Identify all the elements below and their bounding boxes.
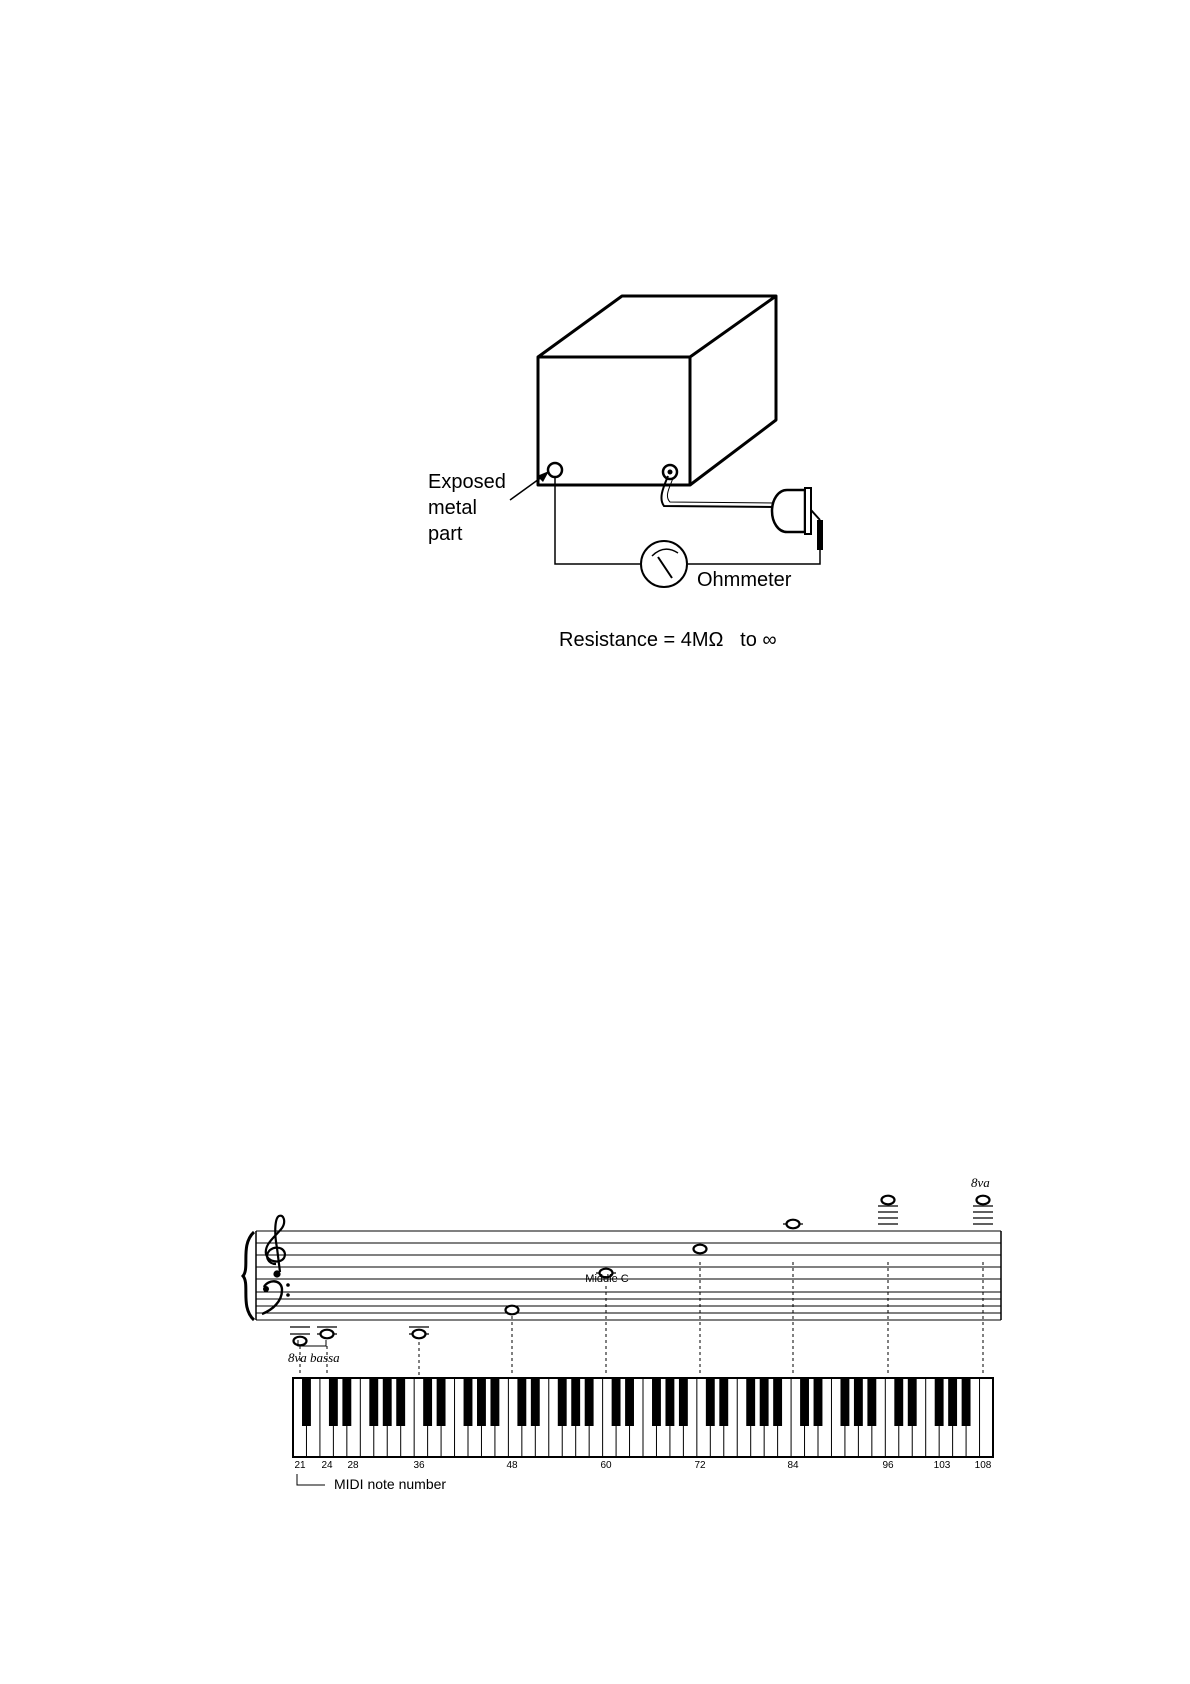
whole-note [882, 1196, 895, 1205]
black-key [706, 1378, 715, 1426]
ohmmeter-label: Ohmmeter [697, 569, 792, 591]
black-key [477, 1378, 486, 1426]
black-key [329, 1378, 338, 1426]
black-key [423, 1378, 432, 1426]
black-key [894, 1378, 903, 1426]
black-key [342, 1378, 351, 1426]
black-key [962, 1378, 971, 1426]
black-key [558, 1378, 567, 1426]
box-side-face [690, 296, 776, 485]
black-key [840, 1378, 849, 1426]
midi-label-72: 72 [694, 1460, 706, 1471]
resistance-caption: Resistance = 4MΩ to ∞ [559, 629, 777, 651]
exposed-label-line-2: metal [428, 497, 477, 519]
black-key [571, 1378, 580, 1426]
midi-label-48: 48 [506, 1460, 518, 1471]
whole-note [694, 1245, 707, 1254]
plug-icon [772, 490, 805, 532]
midi-label-60: 60 [600, 1460, 612, 1471]
exposed-label-line-1: Exposed [428, 471, 506, 493]
midi-label-96: 96 [882, 1460, 894, 1471]
midi-label-21: 21 [294, 1460, 306, 1471]
exposed-metal-terminal [548, 463, 562, 477]
whole-note [977, 1196, 990, 1205]
plug-prong [817, 520, 823, 550]
whole-note [294, 1337, 307, 1346]
midi-label-84: 84 [787, 1460, 799, 1471]
whole-note [413, 1330, 426, 1339]
black-key [490, 1378, 499, 1426]
black-key [773, 1378, 782, 1426]
power-cord-edge [667, 478, 775, 503]
exposed-label-line-3: part [428, 523, 463, 545]
black-key [719, 1378, 728, 1426]
black-key [464, 1378, 473, 1426]
midi-label-24: 24 [321, 1460, 333, 1471]
black-key [679, 1378, 688, 1426]
equipment-box [538, 296, 776, 485]
ohmmeter-figure [428, 296, 823, 651]
midi-label-103: 103 [933, 1460, 951, 1471]
black-key [908, 1378, 917, 1426]
whole-note [787, 1220, 800, 1229]
black-key [625, 1378, 634, 1426]
black-key [935, 1378, 944, 1426]
cord-grommet-center [668, 470, 673, 475]
black-key [814, 1378, 823, 1426]
black-key [612, 1378, 621, 1426]
circuit-wire-right [688, 550, 820, 564]
black-key [854, 1378, 863, 1426]
midi-caption: MIDI note number [334, 1476, 447, 1492]
keyboard-figure [243, 1175, 1001, 1492]
black-key [369, 1378, 378, 1426]
black-key [396, 1378, 405, 1426]
bass-clef-icon [262, 1281, 290, 1314]
plug-face [805, 488, 811, 534]
whole-note [506, 1306, 519, 1315]
black-key [437, 1378, 446, 1426]
black-key [665, 1378, 674, 1426]
circuit-wire-left [555, 477, 640, 564]
black-key [585, 1378, 594, 1426]
piano-keyboard [293, 1378, 993, 1457]
ottava-label: 8va [971, 1175, 990, 1190]
midi-label-36: 36 [413, 1460, 425, 1471]
black-key [760, 1378, 769, 1426]
box-top-face [538, 296, 776, 357]
whole-note [321, 1330, 334, 1339]
black-key [867, 1378, 876, 1426]
plug-prong-link [811, 510, 820, 520]
ottava-bassa-label: 8va bassa [288, 1350, 340, 1365]
midi-label-108: 108 [974, 1460, 992, 1471]
midi-note-labels [294, 1460, 991, 1471]
black-key [531, 1378, 540, 1426]
black-key [948, 1378, 957, 1426]
black-key [746, 1378, 755, 1426]
middle-c-label: Middle C [585, 1273, 629, 1285]
ohmmeter-icon [641, 541, 687, 587]
midi-label-28: 28 [347, 1460, 359, 1471]
black-key [800, 1378, 809, 1426]
grand-staff-brace [243, 1232, 254, 1320]
black-key [302, 1378, 311, 1426]
black-key [652, 1378, 661, 1426]
black-key [517, 1378, 526, 1426]
black-key [383, 1378, 392, 1426]
midi-caption-bracket [297, 1474, 325, 1485]
